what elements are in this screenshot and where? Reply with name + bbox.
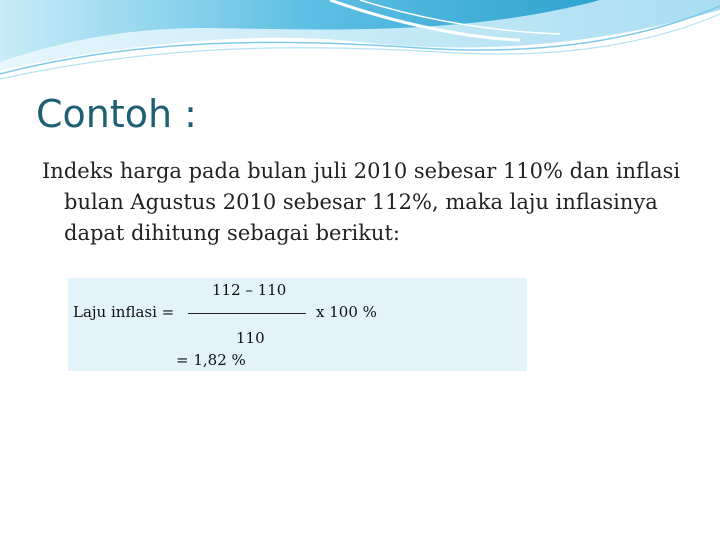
formula-label: Laju inflasi = xyxy=(73,303,175,321)
formula-denominator: 110 xyxy=(236,329,265,347)
formula-box xyxy=(68,278,527,371)
formula-result: = 1,82 % xyxy=(176,351,246,369)
body-paragraph: Indeks harga pada bulan juli 2010 sebesar 110% dan inflasi bulan Agustus 2010 sebesar 112%, maka laju inflasinya dapat dihitung sebagai berikut: xyxy=(42,159,681,245)
decorative-wave-header xyxy=(0,0,720,90)
slide-title: Contoh : xyxy=(36,92,197,136)
formula-multiplier: x 100 % xyxy=(316,303,377,321)
fraction-bar xyxy=(188,313,306,314)
formula-numerator: 112 – 110 xyxy=(212,281,287,299)
